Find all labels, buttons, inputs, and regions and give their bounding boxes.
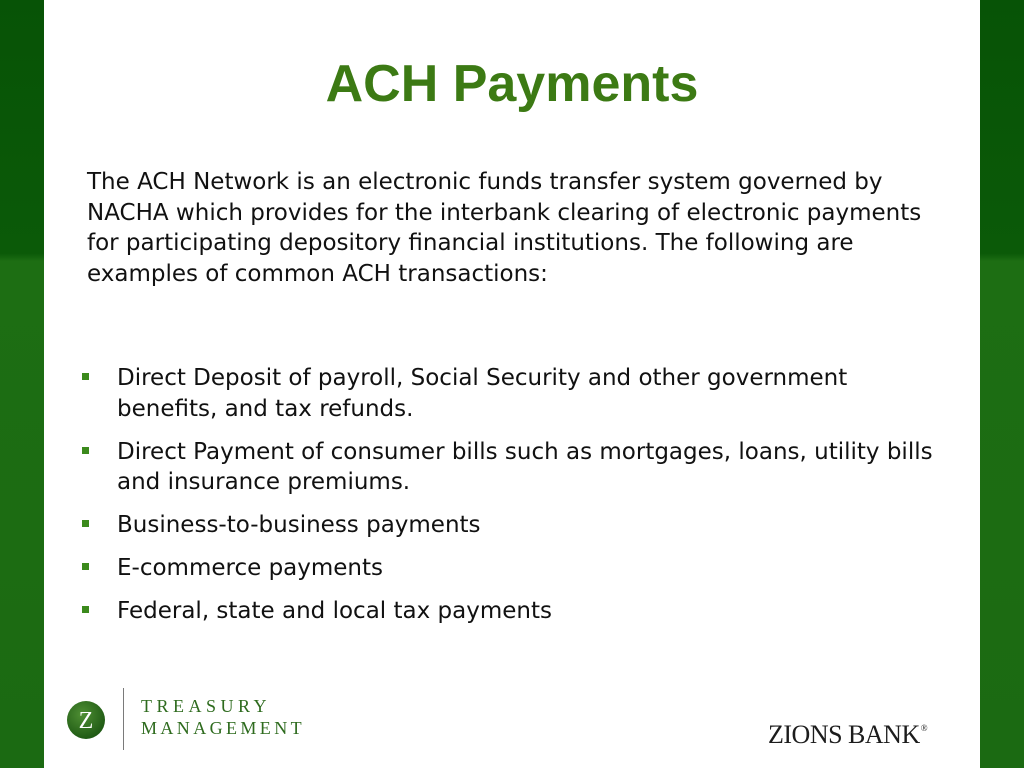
- bank-name: ZIONS BANK: [768, 720, 920, 749]
- intro-paragraph: The ACH Network is an electronic funds transfer system governed by NACHA which provides for the interbank clearing of electronic payments for participating depository financial institutions. The following are examples of common ACH transactions:: [87, 169, 922, 287]
- bullet-item: [80, 553, 940, 584]
- zions-bank-logo: [768, 720, 927, 750]
- bullet-text: E-commerce payments: [117, 555, 384, 581]
- bullet-item: [80, 596, 940, 627]
- bullet-list: [80, 363, 940, 639]
- bullet-text: Business-to-business payments: [117, 512, 481, 538]
- svg-text:Z: Z: [78, 708, 94, 734]
- square-bullet-icon: [82, 606, 89, 613]
- bullet-text: Direct Deposit of payroll, Social Security and other government benefits, and tax refunds.: [117, 365, 848, 422]
- treasury-management-logo: [66, 688, 366, 750]
- logo-divider: [123, 688, 124, 750]
- slide-canvas: [44, 0, 980, 768]
- zions-z-logo-icon: [66, 700, 106, 740]
- square-bullet-icon: [82, 563, 89, 570]
- bullet-item: [80, 437, 940, 498]
- bullet-text: Federal, state and local tax payments: [117, 598, 552, 624]
- bullet-item: [80, 363, 940, 424]
- right-border-band: [980, 0, 1024, 768]
- registered-mark: ®: [920, 723, 928, 733]
- management-text: MANAGEMENT: [141, 718, 305, 738]
- left-border-band: [0, 0, 44, 768]
- treasury-text: TREASURY: [141, 696, 272, 716]
- bullet-text: Direct Payment of consumer bills such as mortgages, loans, utility bills and insurance premiums.: [117, 438, 933, 495]
- square-bullet-icon: [82, 520, 89, 527]
- slide-title: ACH Payments: [325, 55, 699, 113]
- bullet-item: [80, 510, 940, 541]
- square-bullet-icon: [82, 373, 89, 380]
- square-bullet-icon: [82, 447, 89, 454]
